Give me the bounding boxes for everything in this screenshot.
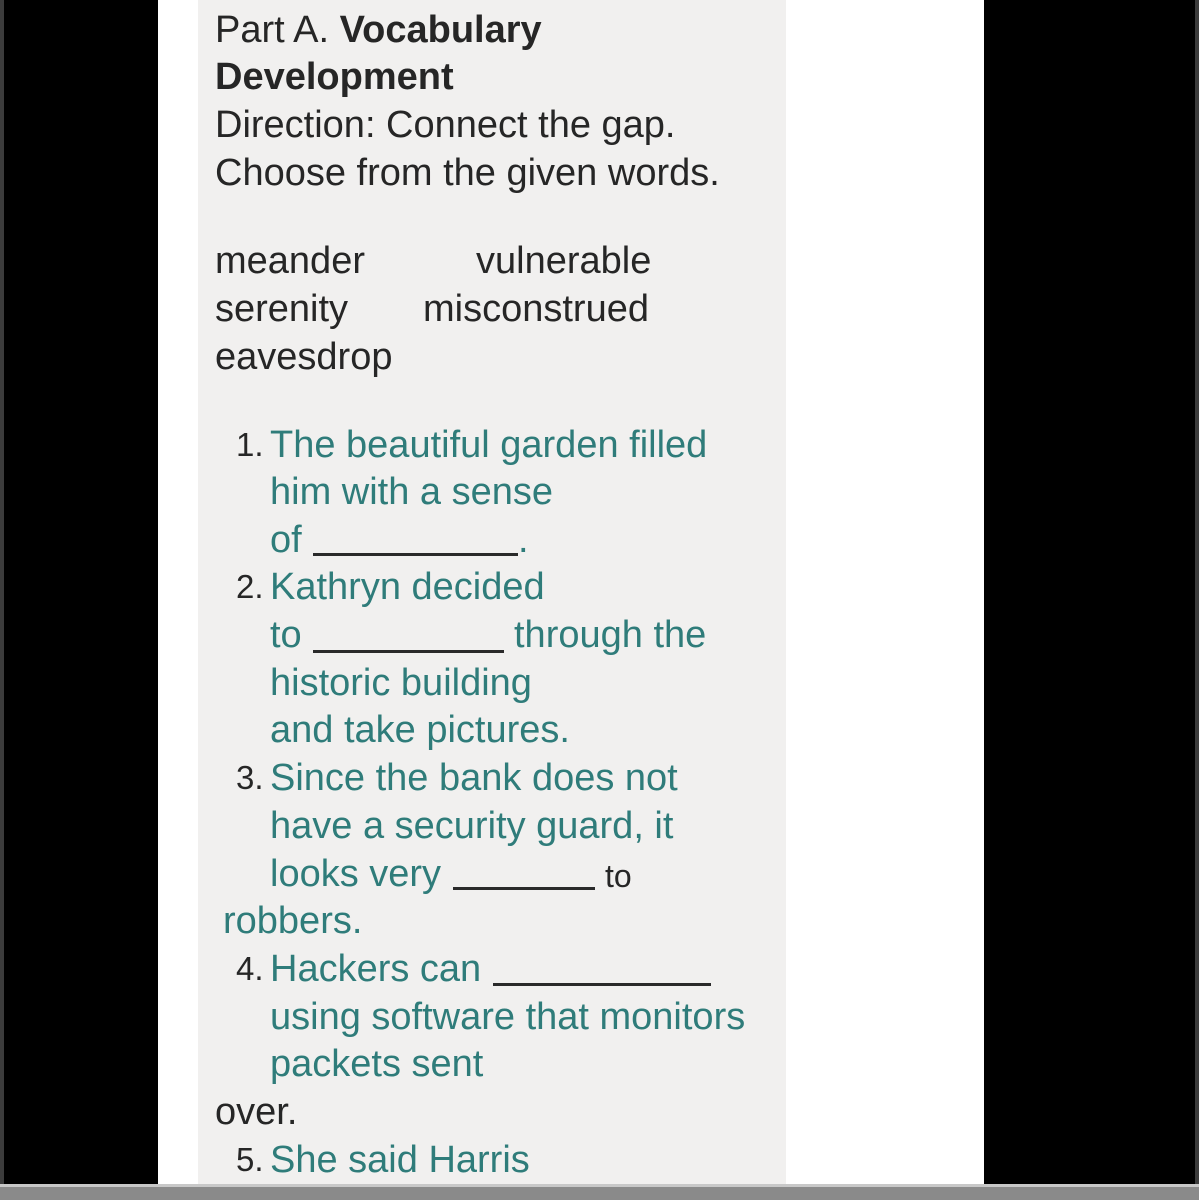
question-text: over.: [215, 1091, 298, 1133]
part-prefix: Part A.: [215, 9, 330, 51]
question-text: have a security guard, it: [270, 805, 674, 847]
direction-line1: Direction: Connect the gap.: [215, 104, 676, 146]
part-heading: [215, 6, 542, 54]
question-text: using software that monitors: [270, 996, 746, 1038]
question-text: robbers.: [223, 900, 363, 942]
question-text: him with a sense: [270, 471, 554, 513]
question-number: 5.: [236, 1141, 264, 1178]
answer-blank: [313, 650, 504, 653]
question-text: packets sent: [270, 1043, 484, 1085]
question-number: 1.: [236, 426, 264, 463]
content-panel: [198, 0, 786, 1200]
answer-blank: [453, 887, 595, 890]
question-text: She said Harris: [270, 1139, 530, 1181]
question-text: The beautiful garden filled: [270, 424, 708, 466]
question-text: and take pictures.: [270, 709, 570, 751]
question-text: to: [270, 614, 302, 656]
question-text: looks very: [270, 853, 442, 895]
word-bank-item: vulnerable: [476, 240, 652, 282]
question-number: 3.: [236, 759, 264, 796]
question-text: historic building: [270, 662, 532, 704]
question-text: Kathryn decided: [270, 566, 545, 608]
part-title-line1: Vocabulary: [339, 9, 542, 51]
part-title-line2: Development: [215, 56, 454, 98]
word-bank-item: eavesdrop: [215, 336, 393, 378]
question-text: .: [518, 519, 529, 561]
word-bank-item: misconstrued: [423, 288, 649, 330]
word-bank-item: meander: [215, 240, 365, 282]
right-border: [1195, 0, 1199, 1200]
bottom-bar-highlight: [0, 1184, 1199, 1187]
word-bank-item: serenity: [215, 288, 349, 330]
document-page: [158, 0, 984, 1200]
question-text: of: [270, 519, 302, 561]
direction-line2: Choose from the given words.: [215, 152, 720, 194]
question-text: Since the bank does not: [270, 757, 678, 799]
answer-blank: [493, 983, 711, 986]
left-border: [0, 0, 4, 1200]
question-text: through the: [514, 614, 707, 656]
question-text: to: [605, 858, 632, 894]
answer-blank: [313, 553, 518, 556]
question-number: 2.: [236, 568, 264, 605]
question-number: 4.: [236, 950, 264, 987]
bottom-scroll-bar[interactable]: [0, 1184, 1199, 1200]
question-text: Hackers can: [270, 948, 482, 990]
